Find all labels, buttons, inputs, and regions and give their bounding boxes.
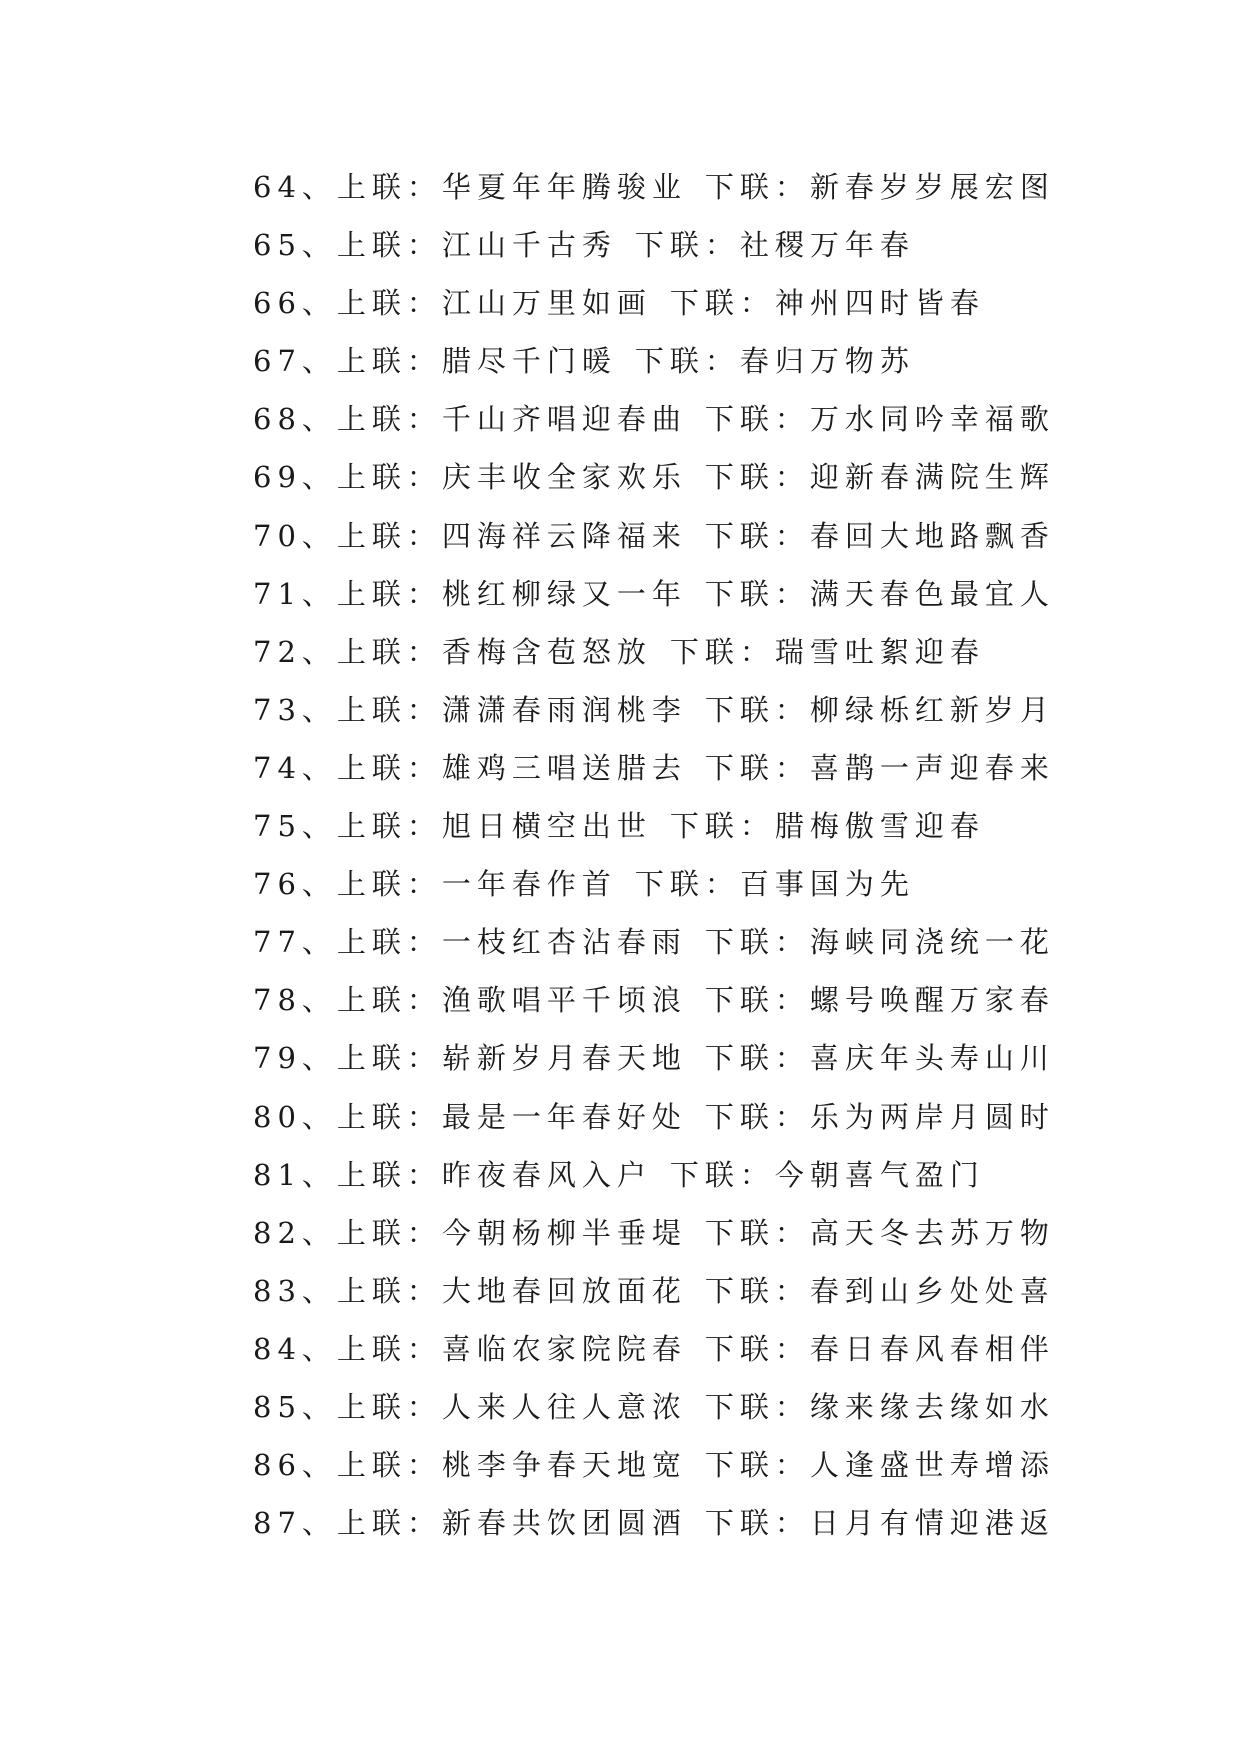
couplet-line — [253, 855, 1033, 913]
first-couplet: 上联：今朝杨柳半垂堤 — [336, 1215, 687, 1250]
couplet-line — [253, 507, 1055, 565]
line-number: 65、 — [253, 228, 337, 263]
first-couplet: 上联：千山齐唱迎春曲 — [336, 402, 687, 437]
second-couplet: 下联：喜鹊一声迎春来 — [704, 750, 1055, 785]
first-couplet: 上联：人来人往人意浓 — [336, 1389, 687, 1424]
second-couplet: 下联：高天冬去苏万物 — [704, 1215, 1055, 1250]
first-couplet: 上联：昨夜春风入户 — [336, 1157, 652, 1192]
second-couplet: 下联：人逢盛世寿增添 — [704, 1448, 1055, 1483]
second-couplet: 下联：日月有情迎港返 — [704, 1506, 1055, 1541]
second-couplet: 下联：柳绿栎红新岁月 — [704, 692, 1055, 727]
line-number: 76、 — [253, 867, 337, 902]
couplet-line — [253, 448, 1055, 506]
second-couplet: 下联：喜庆年头寿山川 — [704, 1041, 1055, 1076]
first-couplet: 上联：一年春作首 — [336, 867, 617, 902]
first-couplet: 上联：新春共饮团圆酒 — [336, 1506, 687, 1541]
first-couplet: 上联：桃红柳绿又一年 — [336, 576, 687, 611]
line-number: 69、 — [253, 460, 337, 495]
first-couplet: 上联：江山千古秀 — [336, 228, 617, 263]
line-number: 77、 — [253, 925, 337, 960]
second-couplet: 下联：螺号唤醒万家春 — [704, 983, 1055, 1018]
couplet-line — [253, 565, 1055, 623]
first-couplet: 上联：雄鸡三唱送腊去 — [336, 750, 687, 785]
couplet-line — [253, 681, 1055, 739]
couplet-line — [253, 1204, 1055, 1262]
second-couplet: 下联：迎新春满院生辉 — [704, 460, 1055, 495]
line-number: 80、 — [253, 1099, 337, 1134]
second-couplet: 下联：腊梅傲雪迎春 — [669, 809, 985, 844]
couplet-line — [253, 1436, 1055, 1494]
second-couplet: 下联：春归万物苏 — [634, 344, 915, 379]
line-number: 84、 — [253, 1331, 337, 1366]
couplet-line — [253, 390, 1055, 448]
first-couplet: 上联：桃李争春天地宽 — [336, 1448, 687, 1483]
first-couplet: 上联：江山万里如画 — [336, 286, 652, 321]
line-number: 67、 — [253, 344, 337, 379]
couplet-line — [253, 332, 1033, 390]
second-couplet: 下联：乐为两岸月圆时 — [704, 1099, 1055, 1134]
first-couplet: 上联：庆丰收全家欢乐 — [336, 460, 687, 495]
first-couplet: 上联：崭新岁月春天地 — [336, 1041, 687, 1076]
couplet-line — [253, 216, 1033, 274]
second-couplet: 下联：缘来缘去缘如水 — [704, 1389, 1055, 1424]
second-couplet: 下联：春回大地路飘香 — [704, 518, 1055, 553]
couplet-line — [253, 158, 1055, 216]
couplet-line — [253, 1494, 1055, 1552]
couplet-line — [253, 971, 1055, 1029]
line-number: 66、 — [253, 286, 337, 321]
first-couplet: 上联：最是一年春好处 — [336, 1099, 687, 1134]
line-number: 79、 — [253, 1041, 337, 1076]
second-couplet: 下联：春日春风春相伴 — [704, 1331, 1055, 1366]
line-number: 86、 — [253, 1448, 337, 1483]
couplet-line — [253, 623, 1033, 681]
second-couplet: 下联：今朝喜气盈门 — [669, 1157, 985, 1192]
couplet-line — [253, 1262, 1055, 1320]
first-couplet: 上联：华夏年年腾骏业 — [336, 170, 687, 204]
line-number: 87、 — [253, 1506, 337, 1541]
line-number: 71、 — [253, 576, 337, 611]
couplet-line — [253, 1320, 1055, 1378]
second-couplet: 下联：新春岁岁展宏图 — [704, 170, 1055, 204]
second-couplet: 下联：社稷万年春 — [634, 228, 915, 263]
couplet-line — [253, 913, 1055, 971]
second-couplet: 下联：春到山乡处处喜 — [704, 1273, 1055, 1308]
line-number: 75、 — [253, 809, 337, 844]
first-couplet: 上联：大地春回放面花 — [336, 1273, 687, 1308]
line-number: 83、 — [253, 1273, 337, 1308]
line-number: 72、 — [253, 634, 337, 669]
first-couplet: 上联：旭日横空出世 — [336, 809, 652, 844]
couplet-line — [253, 1378, 1055, 1436]
second-couplet: 下联：百事国为先 — [634, 867, 915, 902]
first-couplet: 上联：一枝红杏沾春雨 — [336, 925, 687, 960]
line-number: 81、 — [253, 1157, 337, 1192]
second-couplet: 下联：海峡同浇统一花 — [704, 925, 1055, 960]
second-couplet: 下联：万水同吟幸福歌 — [704, 402, 1055, 437]
second-couplet: 下联：瑞雪吐絮迎春 — [669, 634, 985, 669]
couplet-line — [253, 797, 1033, 855]
line-number: 73、 — [253, 692, 337, 727]
first-couplet: 上联：渔歌唱平千顷浪 — [336, 983, 687, 1018]
first-couplet: 上联：香梅含苞怒放 — [336, 634, 652, 669]
couplet-line — [253, 1088, 1055, 1146]
first-couplet: 上联：四海祥云降福来 — [336, 518, 687, 553]
line-number: 74、 — [253, 750, 337, 785]
first-couplet: 上联：喜临农家院院春 — [336, 1331, 687, 1366]
second-couplet: 下联：神州四时皆春 — [669, 286, 985, 321]
couplet-line — [253, 1029, 1055, 1087]
line-number: 70、 — [253, 518, 337, 553]
first-couplet: 上联：潇潇春雨润桃李 — [336, 692, 687, 727]
couplet-list — [253, 158, 1055, 1552]
line-number: 82、 — [253, 1215, 337, 1250]
first-couplet: 上联：腊尽千门暖 — [336, 344, 617, 379]
couplet-line — [253, 739, 1055, 797]
couplet-line — [253, 274, 1033, 332]
line-number: 64、 — [253, 170, 337, 204]
second-couplet: 下联：满天春色最宜人 — [704, 576, 1055, 611]
line-number: 85、 — [253, 1389, 337, 1424]
line-number: 68、 — [253, 402, 337, 437]
couplet-line — [253, 1146, 1033, 1204]
line-number: 78、 — [253, 983, 337, 1018]
